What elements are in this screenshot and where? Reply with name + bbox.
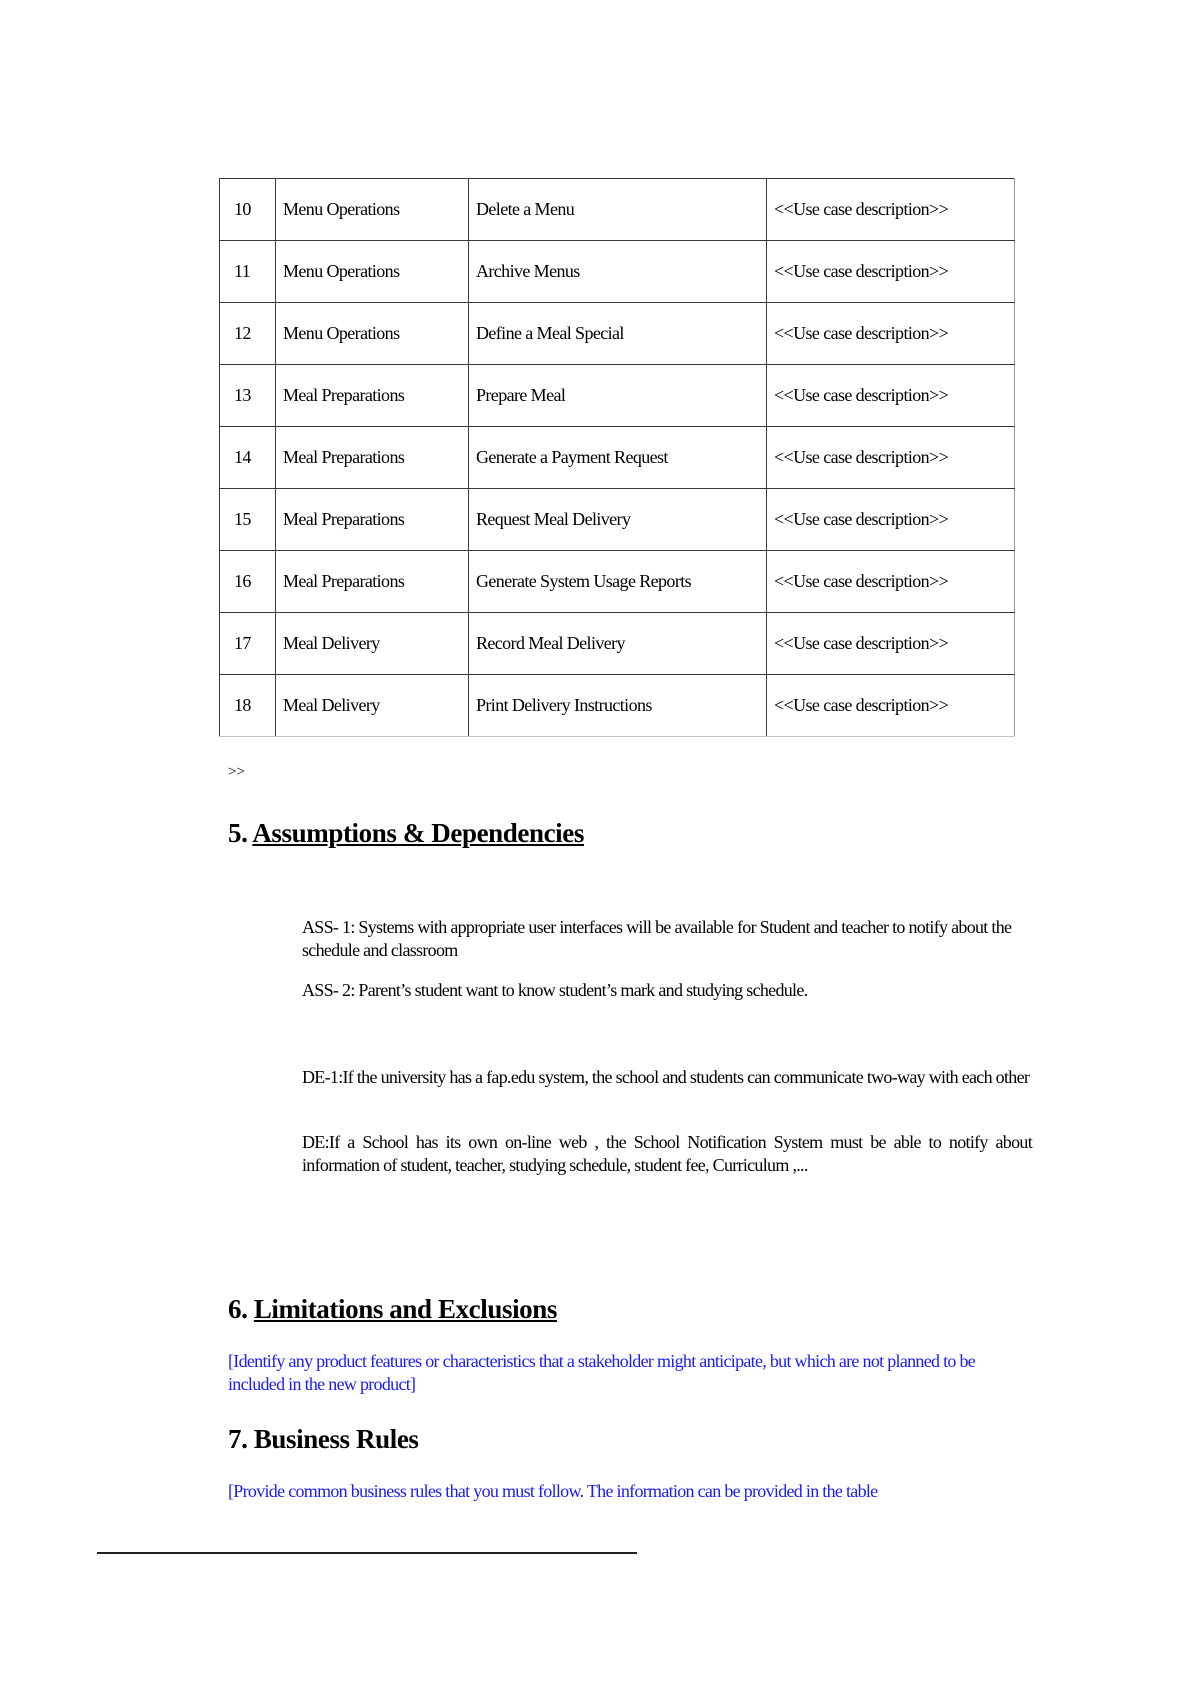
section-7-title: Business Rules	[253, 1424, 419, 1454]
section-5-title: Assumptions & Dependencies	[252, 818, 584, 848]
use-case-name: Print Delivery Instructions	[469, 675, 767, 737]
table-row	[220, 675, 1015, 737]
use-case-description: <<Use case description>>	[767, 179, 1015, 241]
table-row	[220, 303, 1015, 365]
use-case-group: Meal Delivery	[276, 613, 469, 675]
table-row	[220, 241, 1015, 303]
business-rules-hint: [Provide common business rules that you must follow. The information can be provided in the table	[228, 1481, 878, 1501]
use-case-description: <<Use case description>>	[767, 551, 1015, 613]
use-case-description: <<Use case description>>	[767, 675, 1015, 737]
section-7-number: 7.	[228, 1424, 248, 1454]
use-case-description: <<Use case description>>	[767, 303, 1015, 365]
section-5-heading	[228, 818, 584, 849]
use-case-group: Meal Preparations	[276, 551, 469, 613]
table-row	[220, 613, 1015, 675]
table-row	[220, 551, 1015, 613]
use-case-number: 15	[220, 489, 276, 551]
use-case-number: 10	[220, 179, 276, 241]
use-case-description: <<Use case description>>	[767, 489, 1015, 551]
use-case-description: <<Use case description>>	[767, 365, 1015, 427]
use-case-name: Define a Meal Special	[469, 303, 767, 365]
dependency-1: DE-1:If the university has a fap.edu system, the school and students can communicate two-way with each other	[302, 1067, 1030, 1087]
assumption-1: ASS- 1: Systems with appropriate user interfaces will be available for Student and teacher to notify about the schedule and classroom	[302, 917, 1012, 960]
use-case-number: 17	[220, 613, 276, 675]
table-row	[220, 489, 1015, 551]
use-case-name: Prepare Meal	[469, 365, 767, 427]
use-case-group: Meal Preparations	[276, 427, 469, 489]
dependency-2: DE:If a School has its own on-line web , the School Notification System must be able to notify about information of student, teacher, studying schedule, student fee, Curriculum ,...	[302, 1132, 1032, 1175]
table-row	[220, 365, 1015, 427]
footnote-separator	[97, 1552, 637, 1554]
assumption-2: ASS- 2: Parent’s student want to know student’s mark and studying schedule.	[302, 980, 808, 1000]
use-case-name: Request Meal Delivery	[469, 489, 767, 551]
section-6-number: 6.	[228, 1294, 248, 1324]
section-6-heading	[228, 1294, 557, 1325]
use-case-name: Generate System Usage Reports	[469, 551, 767, 613]
use-case-name: Record Meal Delivery	[469, 613, 767, 675]
use-case-number: 16	[220, 551, 276, 613]
use-case-name: Generate a Payment Request	[469, 427, 767, 489]
use-case-number: 18	[220, 675, 276, 737]
use-case-description: <<Use case description>>	[767, 427, 1015, 489]
section-5-number: 5.	[228, 818, 248, 848]
section-7-heading	[228, 1424, 419, 1455]
use-case-number: 13	[220, 365, 276, 427]
use-case-number: 14	[220, 427, 276, 489]
table-row	[220, 179, 1015, 241]
section-6-title: Limitations and Exclusions	[253, 1294, 557, 1324]
table-row	[220, 427, 1015, 489]
use-case-group: Meal Preparations	[276, 365, 469, 427]
table-trailing-marker: >>	[228, 764, 245, 780]
use-case-group: Meal Preparations	[276, 489, 469, 551]
use-case-description: <<Use case description>>	[767, 613, 1015, 675]
use-case-group: Menu Operations	[276, 241, 469, 303]
use-case-number: 11	[220, 241, 276, 303]
use-case-table-body	[220, 179, 1015, 737]
use-case-description: <<Use case description>>	[767, 241, 1015, 303]
use-case-group: Meal Delivery	[276, 675, 469, 737]
use-case-group: Menu Operations	[276, 303, 469, 365]
use-case-name: Delete a Menu	[469, 179, 767, 241]
limitations-hint: [Identify any product features or characteristics that a stakeholder might anticipate, but which are not planned to be included in the new product]	[228, 1351, 976, 1394]
use-case-name: Archive Menus	[469, 241, 767, 303]
use-case-group: Menu Operations	[276, 179, 469, 241]
use-case-number: 12	[220, 303, 276, 365]
use-case-table	[219, 178, 1015, 737]
